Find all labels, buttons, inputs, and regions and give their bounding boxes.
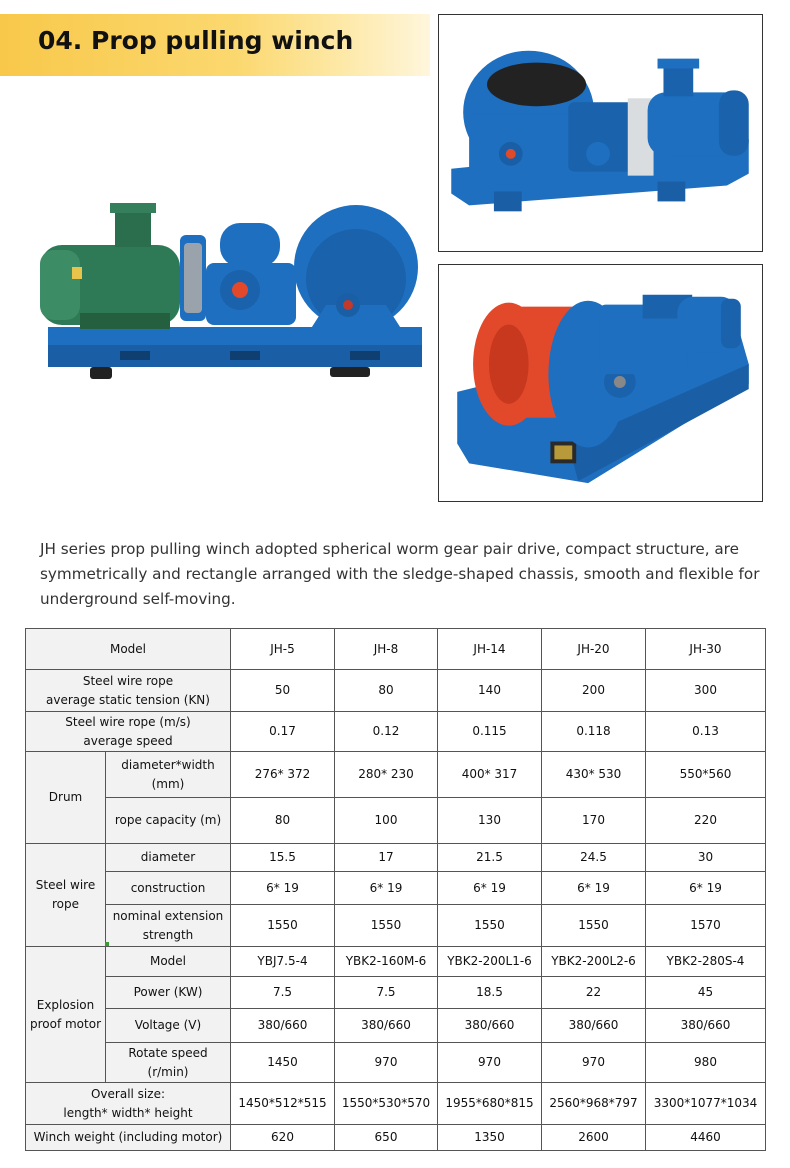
table-row	[26, 844, 766, 872]
table-row	[26, 1125, 766, 1151]
table-cell: 280* 230	[335, 752, 438, 798]
table-header-row	[26, 629, 766, 670]
table-row	[26, 670, 766, 712]
row-label-rope-construction: construction	[106, 872, 231, 905]
table-cell: 30	[646, 844, 766, 872]
table-cell: 7.5	[335, 977, 438, 1009]
table-cell: 970	[542, 1043, 646, 1083]
row-label-winch-weight: Winch weight (including motor)	[26, 1125, 231, 1151]
table-row	[26, 712, 766, 752]
table-cell: 980	[646, 1043, 766, 1083]
table-cell: YBK2-200L1-6	[438, 947, 542, 977]
row-label-motor-voltage: Voltage (V)	[106, 1009, 231, 1043]
row-label-static-tension: Steel wire rope average static tension (KN)	[26, 670, 231, 712]
table-row	[26, 872, 766, 905]
model-cell: JH-30	[646, 629, 766, 670]
winch-illustration-bottom-right	[439, 265, 762, 501]
table-row	[26, 1043, 766, 1083]
table-cell: 6* 19	[438, 872, 542, 905]
group-label-steel-wire-rope: Steel wire rope	[26, 844, 106, 947]
table-cell: 380/660	[231, 1009, 335, 1043]
table-cell: 380/660	[542, 1009, 646, 1043]
table-cell: 0.12	[335, 712, 438, 752]
table-cell: 1550	[542, 905, 646, 947]
table-cell: 220	[646, 798, 766, 844]
row-label-rotate-speed: Rotate speed (r/min)	[106, 1043, 231, 1083]
table-cell: 0.115	[438, 712, 542, 752]
table-cell: YBK2-160M-6	[335, 947, 438, 977]
table-cell: 380/660	[646, 1009, 766, 1043]
table-cell: 200	[542, 670, 646, 712]
table-row	[26, 752, 766, 798]
table-cell: 80	[231, 798, 335, 844]
table-row	[26, 798, 766, 844]
table-cell: 2560*968*797	[542, 1083, 646, 1125]
table-cell: 17	[335, 844, 438, 872]
table-cell: 21.5	[438, 844, 542, 872]
table-cell: 22	[542, 977, 646, 1009]
table-cell: 1450*512*515	[231, 1083, 335, 1125]
table-cell: 18.5	[438, 977, 542, 1009]
table-cell: 80	[335, 670, 438, 712]
winch-photo-bottom-right	[438, 264, 763, 502]
table-cell: 6* 19	[231, 872, 335, 905]
table-cell: 380/660	[335, 1009, 438, 1043]
row-label-rope-strength: nominal extension strength	[106, 905, 231, 947]
table-cell: 2600	[542, 1125, 646, 1151]
winch-illustration-large	[30, 195, 430, 395]
row-label-speed: Steel wire rope (m/s) average speed	[26, 712, 231, 752]
table-cell: 380/660	[438, 1009, 542, 1043]
table-row	[26, 977, 766, 1009]
table-cell: 970	[335, 1043, 438, 1083]
row-label-motor-model: Model	[106, 947, 231, 977]
table-cell: YBK2-200L2-6	[542, 947, 646, 977]
table-cell: 276* 372	[231, 752, 335, 798]
model-cell: JH-20	[542, 629, 646, 670]
table-cell: 1550	[231, 905, 335, 947]
table-cell: 430* 530	[542, 752, 646, 798]
table-cell: 6* 19	[335, 872, 438, 905]
table-cell: YBJ7.5-4	[231, 947, 335, 977]
model-cell: JH-14	[438, 629, 542, 670]
table-cell: 15.5	[231, 844, 335, 872]
row-label-rope-capacity: rope capacity (m)	[106, 798, 231, 844]
table-row	[26, 1009, 766, 1043]
table-cell: 170	[542, 798, 646, 844]
header-model-label: Model	[26, 629, 231, 670]
table-cell: 400* 317	[438, 752, 542, 798]
table-row	[26, 1083, 766, 1125]
spec-table	[25, 628, 766, 1151]
winch-illustration-top-right	[439, 15, 762, 251]
table-row	[26, 905, 766, 947]
table-cell: 1570	[646, 905, 766, 947]
table-cell: 7.5	[231, 977, 335, 1009]
table-cell: 300	[646, 670, 766, 712]
table-cell: 140	[438, 670, 542, 712]
table-cell: 6* 19	[646, 872, 766, 905]
winch-photo-top-right	[438, 14, 763, 252]
decorative-dot	[105, 942, 109, 946]
group-label-explosion-proof-motor: Explosion proof motor	[26, 947, 106, 1083]
table-cell: 130	[438, 798, 542, 844]
row-label-drum-dimensions: diameter*width (mm)	[106, 752, 231, 798]
row-label-overall-size: Overall size: length* width* height	[26, 1083, 231, 1125]
table-cell: 1550	[335, 905, 438, 947]
table-cell: 45	[646, 977, 766, 1009]
model-cell: JH-5	[231, 629, 335, 670]
winch-photo-large	[30, 195, 430, 395]
table-cell: 0.118	[542, 712, 646, 752]
table-cell: 620	[231, 1125, 335, 1151]
table-cell: 0.13	[646, 712, 766, 752]
table-cell: 550*560	[646, 752, 766, 798]
intro-paragraph: JH series prop pulling winch adopted spherical worm gear pair drive, compact structure, are symmetrically and rectangle arranged with the sledge-shaped chassis, smooth and flexible for underground self-moving.	[40, 540, 760, 608]
table-cell: YBK2-280S-4	[646, 947, 766, 977]
group-label-drum: Drum	[26, 752, 106, 844]
table-cell: 1550*530*570	[335, 1083, 438, 1125]
model-cell: JH-8	[335, 629, 438, 670]
table-row	[26, 947, 766, 977]
row-label-rope-diameter: diameter	[106, 844, 231, 872]
table-cell: 0.17	[231, 712, 335, 752]
table-cell: 4460	[646, 1125, 766, 1151]
table-cell: 6* 19	[542, 872, 646, 905]
table-cell: 970	[438, 1043, 542, 1083]
table-cell: 1350	[438, 1125, 542, 1151]
table-cell: 1955*680*815	[438, 1083, 542, 1125]
table-cell: 650	[335, 1125, 438, 1151]
table-cell: 24.5	[542, 844, 646, 872]
page-title: 04. Prop pulling winch	[38, 26, 354, 55]
table-cell: 3300*1077*1034	[646, 1083, 766, 1125]
table-cell: 1450	[231, 1043, 335, 1083]
table-cell: 100	[335, 798, 438, 844]
row-label-motor-power: Power (KW)	[106, 977, 231, 1009]
table-cell: 50	[231, 670, 335, 712]
table-cell: 1550	[438, 905, 542, 947]
